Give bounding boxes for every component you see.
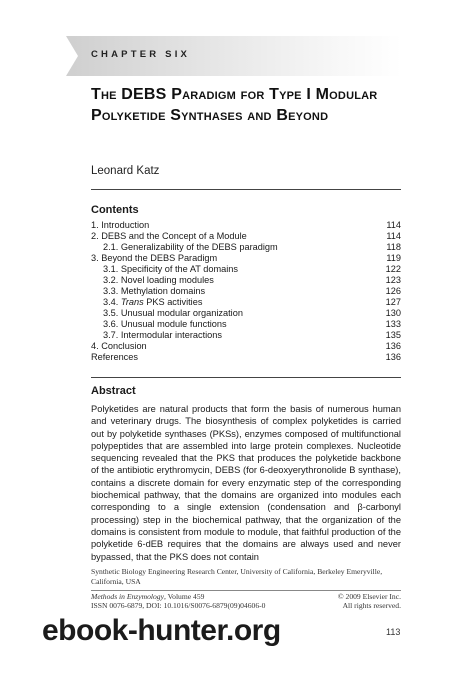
author: Leonard Katz xyxy=(91,165,160,177)
toc-item-page: 123 xyxy=(385,275,401,285)
toc-item-page: 130 xyxy=(385,308,401,318)
abstract-heading: Abstract xyxy=(91,385,136,397)
toc-item-label: 1. Introduction xyxy=(91,220,150,230)
toc-item-label: 2.1. Generalizability of the DEBS paradigm xyxy=(103,242,278,252)
toc-item-label: 2. DEBS and the Concept of a Module xyxy=(91,231,247,241)
toc-item-page: 118 xyxy=(386,242,401,252)
toc-item-label: 3.2. Novel loading modules xyxy=(103,275,214,285)
toc-item-label: 3.5. Unusual modular organization xyxy=(103,308,243,318)
toc-item-page: 127 xyxy=(385,297,401,307)
toc-item xyxy=(91,330,401,341)
toc-item-page: 136 xyxy=(385,352,401,362)
toc-item xyxy=(91,286,401,297)
footer-row-2 xyxy=(91,601,401,610)
toc-item xyxy=(91,308,401,319)
toc-item-label: 4. Conclusion xyxy=(91,341,147,351)
toc-item-page: 114 xyxy=(386,231,401,241)
footer-rule xyxy=(91,590,401,591)
watermark: ebook-hunter.org xyxy=(42,614,281,647)
contents-rule xyxy=(91,377,401,378)
toc-item xyxy=(91,341,401,352)
toc-item-page: 133 xyxy=(385,319,401,329)
toc-item-label: 3.6. Unusual module functions xyxy=(103,319,227,329)
toc-item-label: 3.3. Methylation domains xyxy=(103,286,206,296)
toc-item-label: 3.7. Intermodular interactions xyxy=(103,330,222,340)
toc-item-page: 136 xyxy=(385,341,401,351)
toc-item-label: 3.1. Specificity of the AT domains xyxy=(103,264,238,274)
chapter-band-notch xyxy=(66,36,78,76)
chapter-title: The DEBS Paradigm for Type I Modular Polyketide Synthases and Beyond xyxy=(91,86,378,124)
toc-item-page: 114 xyxy=(386,220,401,230)
toc-item-label: 3. Beyond the DEBS Paradigm xyxy=(91,253,218,263)
rights: All rights reserved. xyxy=(342,601,401,610)
journal-citation xyxy=(91,592,204,601)
issn-doi: ISSN 0076-6879, DOI: 10.1016/S0076-6879(09)04606-0 xyxy=(91,601,266,610)
toc-item xyxy=(91,352,401,363)
toc-item xyxy=(91,264,401,275)
table-of-contents xyxy=(91,220,401,363)
abstract-text: Polyketides are natural products that form the basis of numerous human and veterinary drugs. The biosynthesis of complex polyketides is carried out by polyketide synthases (PKSs), enzymes composed of multifunctional polypeptides that are assembled into large protein complexes. Nucleotide sequencing revealed that the PKS that produces the polyketide backbone of the antibiotic erythromycin, DEBS (for 6-deoxyerythronolide B synthase), contains a discrete domain for every enzymatic step of the corresponding biochemical pathway, that the domains are organized into modules each corresponding to a single extension (condensation and β-carbonyl processing) step in the biochemical pathway, that the organization of the domains is consistent from module to module, that faithful production of the polyketide 6-dEB requires that the domains are always used and never bypassed, that the PKS does not contain xyxy=(91,404,401,562)
affiliation: Synthetic Biology Engineering Research Center, University of California, Berkeley Emeryville, California, USA xyxy=(91,567,383,586)
journal-name: Methods in Enzymology xyxy=(91,592,164,601)
toc-item-label: References xyxy=(91,352,138,362)
toc-item xyxy=(91,297,401,308)
toc-item xyxy=(91,231,401,242)
toc-item-page: 135 xyxy=(385,330,401,340)
contents-heading: Contents xyxy=(91,204,139,216)
journal-volume: , Volume 459 xyxy=(163,592,205,601)
toc-item xyxy=(91,253,401,264)
footer-row-1 xyxy=(91,592,401,601)
toc-item xyxy=(91,275,401,286)
toc-item-page: 122 xyxy=(385,264,401,274)
toc-item-page: 119 xyxy=(386,253,401,263)
toc-item-page: 126 xyxy=(385,286,401,296)
toc-item xyxy=(91,242,401,253)
toc-item xyxy=(91,319,401,330)
copyright: © 2009 Elsevier Inc. xyxy=(337,592,401,601)
author-rule xyxy=(91,189,401,190)
toc-item-label: 3.4. Trans PKS activities xyxy=(103,297,203,307)
toc-item xyxy=(91,220,401,231)
page-number: 113 xyxy=(386,627,401,637)
chapter-label: CHAPTER SIX xyxy=(91,49,191,60)
